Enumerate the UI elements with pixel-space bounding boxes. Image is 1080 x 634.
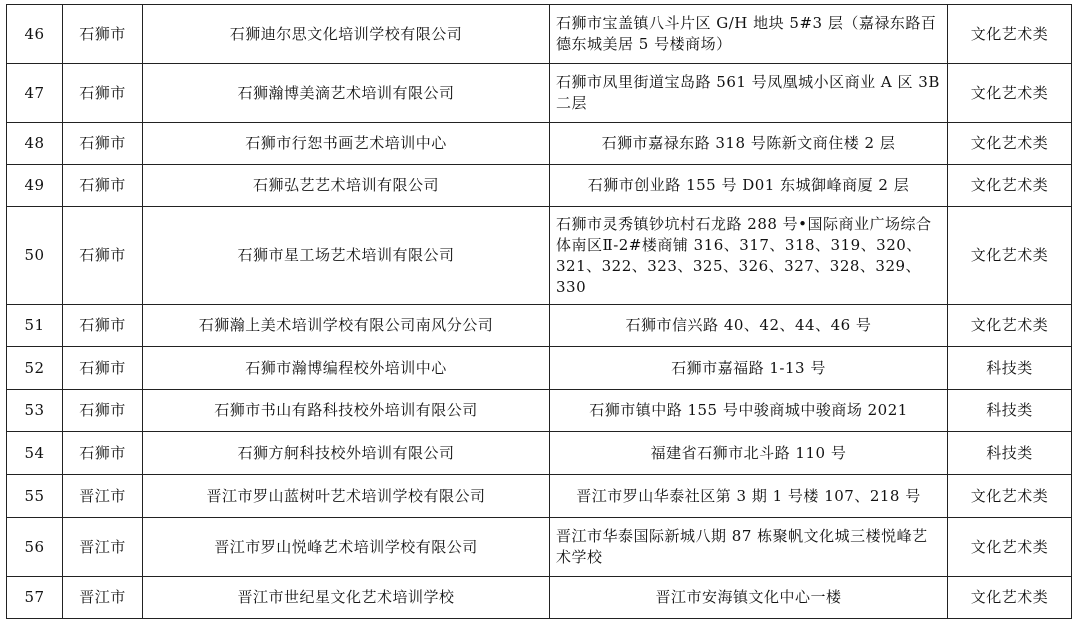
category-cell: 科技类	[948, 432, 1072, 475]
category-cell: 文化艺术类	[948, 5, 1072, 64]
address-cell: 晋江市安海镇文化中心一楼	[550, 577, 948, 619]
city-cell: 晋江市	[63, 577, 143, 619]
row-number: 48	[7, 123, 63, 165]
row-number: 56	[7, 518, 63, 577]
institution-name-cell: 石狮迪尔思文化培训学校有限公司	[143, 5, 550, 64]
category-cell: 文化艺术类	[948, 305, 1072, 347]
row-number: 51	[7, 305, 63, 347]
category-cell: 文化艺术类	[948, 165, 1072, 207]
institution-name-cell: 晋江市罗山悦峰艺术培训学校有限公司	[143, 518, 550, 577]
table-row	[7, 518, 1072, 577]
city-cell: 石狮市	[63, 347, 143, 390]
table-row	[7, 207, 1072, 305]
city-cell: 晋江市	[63, 518, 143, 577]
address-cell: 晋江市华泰国际新城八期 87 栋聚帆文化城三楼悦峰艺术学校	[550, 518, 948, 577]
table-row	[7, 432, 1072, 475]
table-row	[7, 165, 1072, 207]
institution-name-cell: 晋江市罗山蓝树叶艺术培训学校有限公司	[143, 475, 550, 518]
table-row	[7, 123, 1072, 165]
row-number: 50	[7, 207, 63, 305]
category-cell: 科技类	[948, 390, 1072, 432]
category-cell: 文化艺术类	[948, 64, 1072, 123]
city-cell: 晋江市	[63, 475, 143, 518]
institution-name-cell: 石狮弘艺艺术培训有限公司	[143, 165, 550, 207]
category-cell: 文化艺术类	[948, 207, 1072, 305]
address-cell: 石狮市镇中路 155 号中骏商城中骏商场 2021	[550, 390, 948, 432]
table-row	[7, 5, 1072, 64]
address-cell: 石狮市创业路 155 号 D01 东城御峰商厦 2 层	[550, 165, 948, 207]
category-cell: 文化艺术类	[948, 475, 1072, 518]
city-cell: 石狮市	[63, 123, 143, 165]
table-row	[7, 305, 1072, 347]
institution-name-cell: 石狮市星工场艺术培训有限公司	[143, 207, 550, 305]
city-cell: 石狮市	[63, 64, 143, 123]
row-number: 55	[7, 475, 63, 518]
city-cell: 石狮市	[63, 305, 143, 347]
city-cell: 石狮市	[63, 165, 143, 207]
table-row	[7, 390, 1072, 432]
address-cell: 石狮市嘉禄东路 318 号陈新文商住楼 2 层	[550, 123, 948, 165]
table-row	[7, 475, 1072, 518]
category-cell: 文化艺术类	[948, 518, 1072, 577]
institution-name-cell: 晋江市世纪星文化艺术培训学校	[143, 577, 550, 619]
institution-name-cell: 石狮市行恕书画艺术培训中心	[143, 123, 550, 165]
institution-table	[6, 4, 1072, 619]
address-cell: 石狮市灵秀镇钞坑村石龙路 288 号•国际商业广场综合体南区Ⅱ-2#楼商铺 316、317、318、319、320、321、322、323、325、326、327、328、329、330	[550, 207, 948, 305]
address-cell: 石狮市嘉福路 1-13 号	[550, 347, 948, 390]
city-cell: 石狮市	[63, 5, 143, 64]
institution-name-cell: 石狮市书山有路科技校外培训有限公司	[143, 390, 550, 432]
category-cell: 科技类	[948, 347, 1072, 390]
table-row	[7, 577, 1072, 619]
institution-name-cell: 石狮瀚上美术培训学校有限公司南风分公司	[143, 305, 550, 347]
address-cell: 晋江市罗山华泰社区第 3 期 1 号楼 107、218 号	[550, 475, 948, 518]
row-number: 49	[7, 165, 63, 207]
category-cell: 文化艺术类	[948, 577, 1072, 619]
row-number: 57	[7, 577, 63, 619]
institution-name-cell: 石狮瀚博美滴艺术培训有限公司	[143, 64, 550, 123]
address-cell: 福建省石狮市北斗路 110 号	[550, 432, 948, 475]
row-number: 52	[7, 347, 63, 390]
row-number: 53	[7, 390, 63, 432]
table-row	[7, 64, 1072, 123]
category-cell: 文化艺术类	[948, 123, 1072, 165]
row-number: 54	[7, 432, 63, 475]
institution-name-cell: 石狮市瀚博编程校外培训中心	[143, 347, 550, 390]
address-cell: 石狮市宝盖镇八斗片区 G/H 地块 5#3 层（嘉禄东路百德东城美居 5 号楼商场）	[550, 5, 948, 64]
table-row	[7, 347, 1072, 390]
row-number: 46	[7, 5, 63, 64]
city-cell: 石狮市	[63, 207, 143, 305]
row-number: 47	[7, 64, 63, 123]
address-cell: 石狮市信兴路 40、42、44、46 号	[550, 305, 948, 347]
city-cell: 石狮市	[63, 432, 143, 475]
city-cell: 石狮市	[63, 390, 143, 432]
institution-name-cell: 石狮方舸科技校外培训有限公司	[143, 432, 550, 475]
address-cell: 石狮市凤里街道宝岛路 561 号凤凰城小区商业 A 区 3B 二层	[550, 64, 948, 123]
